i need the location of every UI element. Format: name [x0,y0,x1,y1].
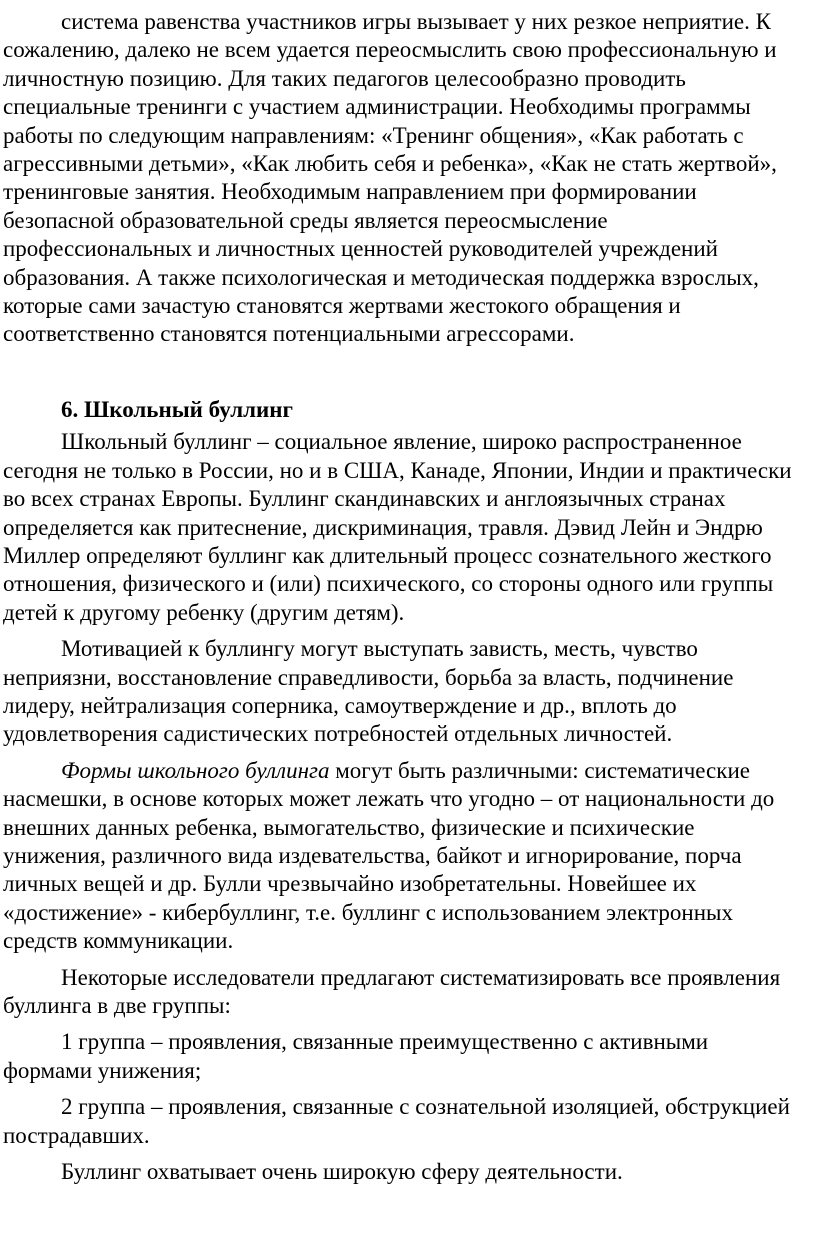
paragraph-3-rest: могут быть различными: систематические насмешки, в основе которых может лежать что угодно – от национальности до внешних данных ребенка, вымогательство, физические и психические унижения, различного вида издевательства, байкот и игнорирование, порча личных вещей и др. Булли чрезвычайно изобретательны. Новейшее их «достижение» - кибербуллинг, т.е. буллинг с использованием электронных средств коммуникации. [3,757,775,954]
paragraph-1: Школьный буллинг – социальное явление, широко распространенное сегодня не только в России, но и в США, Канаде, Японии, Индии и практически во всех странах Европы. Буллинг скандинавских и англоязычных странах определяется как притеснение, дискриминация, травля. Дэвид Лейн и Эндрю Миллер определяют буллинг как длительный процесс сознательного жесткого отношения, физического и (или) психического, со стороны одного или группы детей к другому ребенку (другим детям). [3,429,792,625]
section-heading: 6. Школьный буллинг [61,396,293,422]
paragraph-7: Буллинг охватывает очень широкую сферу деятельности. [61,1159,623,1185]
paragraph-5: 1 группа – проявления, связанные преимущественно с активными формами унижения; [3,1029,709,1083]
paragraph-3 [3,757,802,956]
paragraph-3-italic: Формы школьного буллинга [61,757,330,783]
intro-paragraph: система равенства участников игры вызывает у них резкое неприятие. К сожалению, далеко не всем удается переосмыслить свою профессиональную и личностную позицию. Для таких педагогов целесообразно проводить специальные тренинги с участием администрации. Необходимы программы работы по следующим направлениям: «Тренинг общения», «Как работать с агрессивными детьми», «Как любить себя и ребенка», «Как не стать жертвой», тренинговые занятия. Необходимым направлением при формировании безопасной образовательной среды является переосмысление профессиональных и личностных ценностей руководителей учреждений образования. А также психологическая и методическая поддержка взрослых, которые сами зачастую становятся жертвами жестокого обращения и соответственно становятся потенциальными агрессорами. [3,9,777,347]
paragraph-6: 2 группа – проявления, связанные с сознательной изоляцией, обструкцией пострадавших. [3,1094,790,1148]
paragraph-4: Некоторые исследователи предлагают систематизировать все проявления буллинга в две группы: [3,964,781,1018]
section-spacer [3,349,802,396]
paragraph-2: Мотивацией к буллингу могут выступать зависть, месть, чувство неприязни, восстановление справедливости, борьба за власть, подчинение лидеру, нейтрализация соперника, самоутверждение и др., вплоть до удовлетворения садистических потребностей отдельных личностей. [3,636,734,747]
